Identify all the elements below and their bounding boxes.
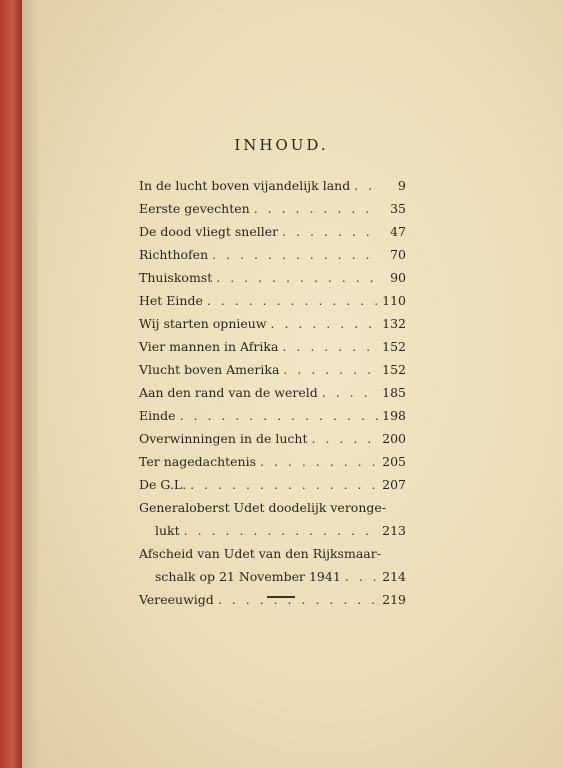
toc-dot-leader bbox=[322, 385, 378, 400]
toc-entry-title: Het Einde bbox=[139, 293, 203, 308]
toc-entry-title: Aan den rand van de wereld bbox=[139, 385, 318, 400]
toc-dot-leader bbox=[216, 270, 380, 285]
page-title: INHOUD. bbox=[234, 136, 329, 154]
toc-dot-leader bbox=[218, 592, 378, 607]
toc-dot-leader bbox=[345, 569, 378, 584]
toc-entry bbox=[139, 454, 406, 477]
toc-entry-page: 214 bbox=[382, 569, 406, 584]
toc-entry-title: Vereeuwigd bbox=[139, 592, 214, 607]
toc-entry-page: 70 bbox=[390, 247, 406, 262]
toc-entry bbox=[139, 569, 406, 592]
toc-entry-title: Richthofen bbox=[139, 247, 209, 262]
toc-entry bbox=[139, 339, 406, 362]
toc-entry bbox=[139, 178, 406, 201]
toc-entry bbox=[139, 224, 406, 247]
toc-entry-page: 198 bbox=[382, 408, 406, 423]
toc-entry-page: 200 bbox=[382, 431, 406, 446]
toc-entry-page: 219 bbox=[382, 592, 406, 607]
toc-entry-page: 132 bbox=[382, 316, 406, 331]
toc-entry-title: Ter nagedachtenis bbox=[139, 454, 257, 469]
toc-entry-title: Thuiskomst bbox=[139, 270, 213, 285]
book-cover-edge bbox=[0, 0, 22, 768]
toc-entry-page: 152 bbox=[382, 362, 406, 377]
toc-entry bbox=[139, 408, 406, 431]
table-of-contents bbox=[139, 178, 406, 615]
toc-entry-title: Overwinningen in de lucht bbox=[139, 431, 308, 446]
toc-dot-leader bbox=[311, 431, 378, 446]
toc-entry bbox=[139, 477, 406, 500]
toc-entry-page: 213 bbox=[382, 523, 406, 538]
toc-dot-leader bbox=[190, 477, 378, 492]
toc-entry bbox=[139, 431, 406, 454]
toc-entry-page: 9 bbox=[398, 178, 406, 193]
toc-entry bbox=[139, 385, 406, 408]
toc-dot-leader bbox=[184, 523, 378, 538]
toc-dot-leader bbox=[254, 201, 380, 216]
toc-entry-page: 207 bbox=[382, 477, 406, 492]
toc-entry bbox=[139, 316, 406, 339]
toc-entry-title: Eerste gevechten bbox=[139, 201, 250, 216]
toc-entry-title: De dood vliegt sneller bbox=[139, 224, 279, 239]
toc-entry bbox=[139, 201, 406, 224]
toc-dot-leader bbox=[271, 316, 379, 331]
page-gutter bbox=[22, 0, 38, 768]
toc-dot-leader bbox=[282, 224, 380, 239]
toc-entry-title: Vlucht boven Amerika bbox=[139, 362, 280, 377]
toc-entry bbox=[139, 293, 406, 316]
toc-entry-page: 205 bbox=[382, 454, 406, 469]
toc-entry-title: In de lucht boven vijandelijk land bbox=[139, 178, 351, 193]
toc-entry-title-line1: Generaloberst Udet doodelijk veronge- bbox=[139, 500, 387, 515]
toc-entry bbox=[139, 362, 406, 385]
toc-entry-title-line2: schalk op 21 November 1941 bbox=[155, 569, 341, 584]
toc-dot-leader bbox=[283, 362, 378, 377]
toc-entry-page: 35 bbox=[390, 201, 406, 216]
toc-entry-page: 47 bbox=[390, 224, 406, 239]
toc-dot-leader bbox=[260, 454, 378, 469]
closing-rule bbox=[267, 596, 295, 598]
toc-entry bbox=[139, 247, 406, 270]
toc-entry-page: 185 bbox=[382, 385, 406, 400]
toc-dot-leader bbox=[180, 408, 379, 423]
toc-entry bbox=[139, 270, 406, 293]
toc-entry-page: 152 bbox=[382, 339, 406, 354]
toc-entry-title: Wij starten opnieuw bbox=[139, 316, 267, 331]
toc-entry-title-line2: lukt bbox=[155, 523, 180, 538]
toc-entry-page: 110 bbox=[382, 293, 406, 308]
toc-dot-leader bbox=[354, 178, 380, 193]
toc-entry-title-line1: Afscheid van Udet van den Rijksmaar- bbox=[139, 546, 381, 561]
toc-entry-title: Vier mannen in Afrika bbox=[139, 339, 279, 354]
toc-entry-title: Einde bbox=[139, 408, 176, 423]
toc-entry bbox=[139, 523, 406, 546]
toc-dot-leader bbox=[212, 247, 380, 262]
toc-dot-leader bbox=[207, 293, 378, 308]
toc-dot-leader bbox=[282, 339, 378, 354]
toc-entry-title: De G.L. bbox=[139, 477, 187, 492]
toc-entry-page: 90 bbox=[390, 270, 406, 285]
